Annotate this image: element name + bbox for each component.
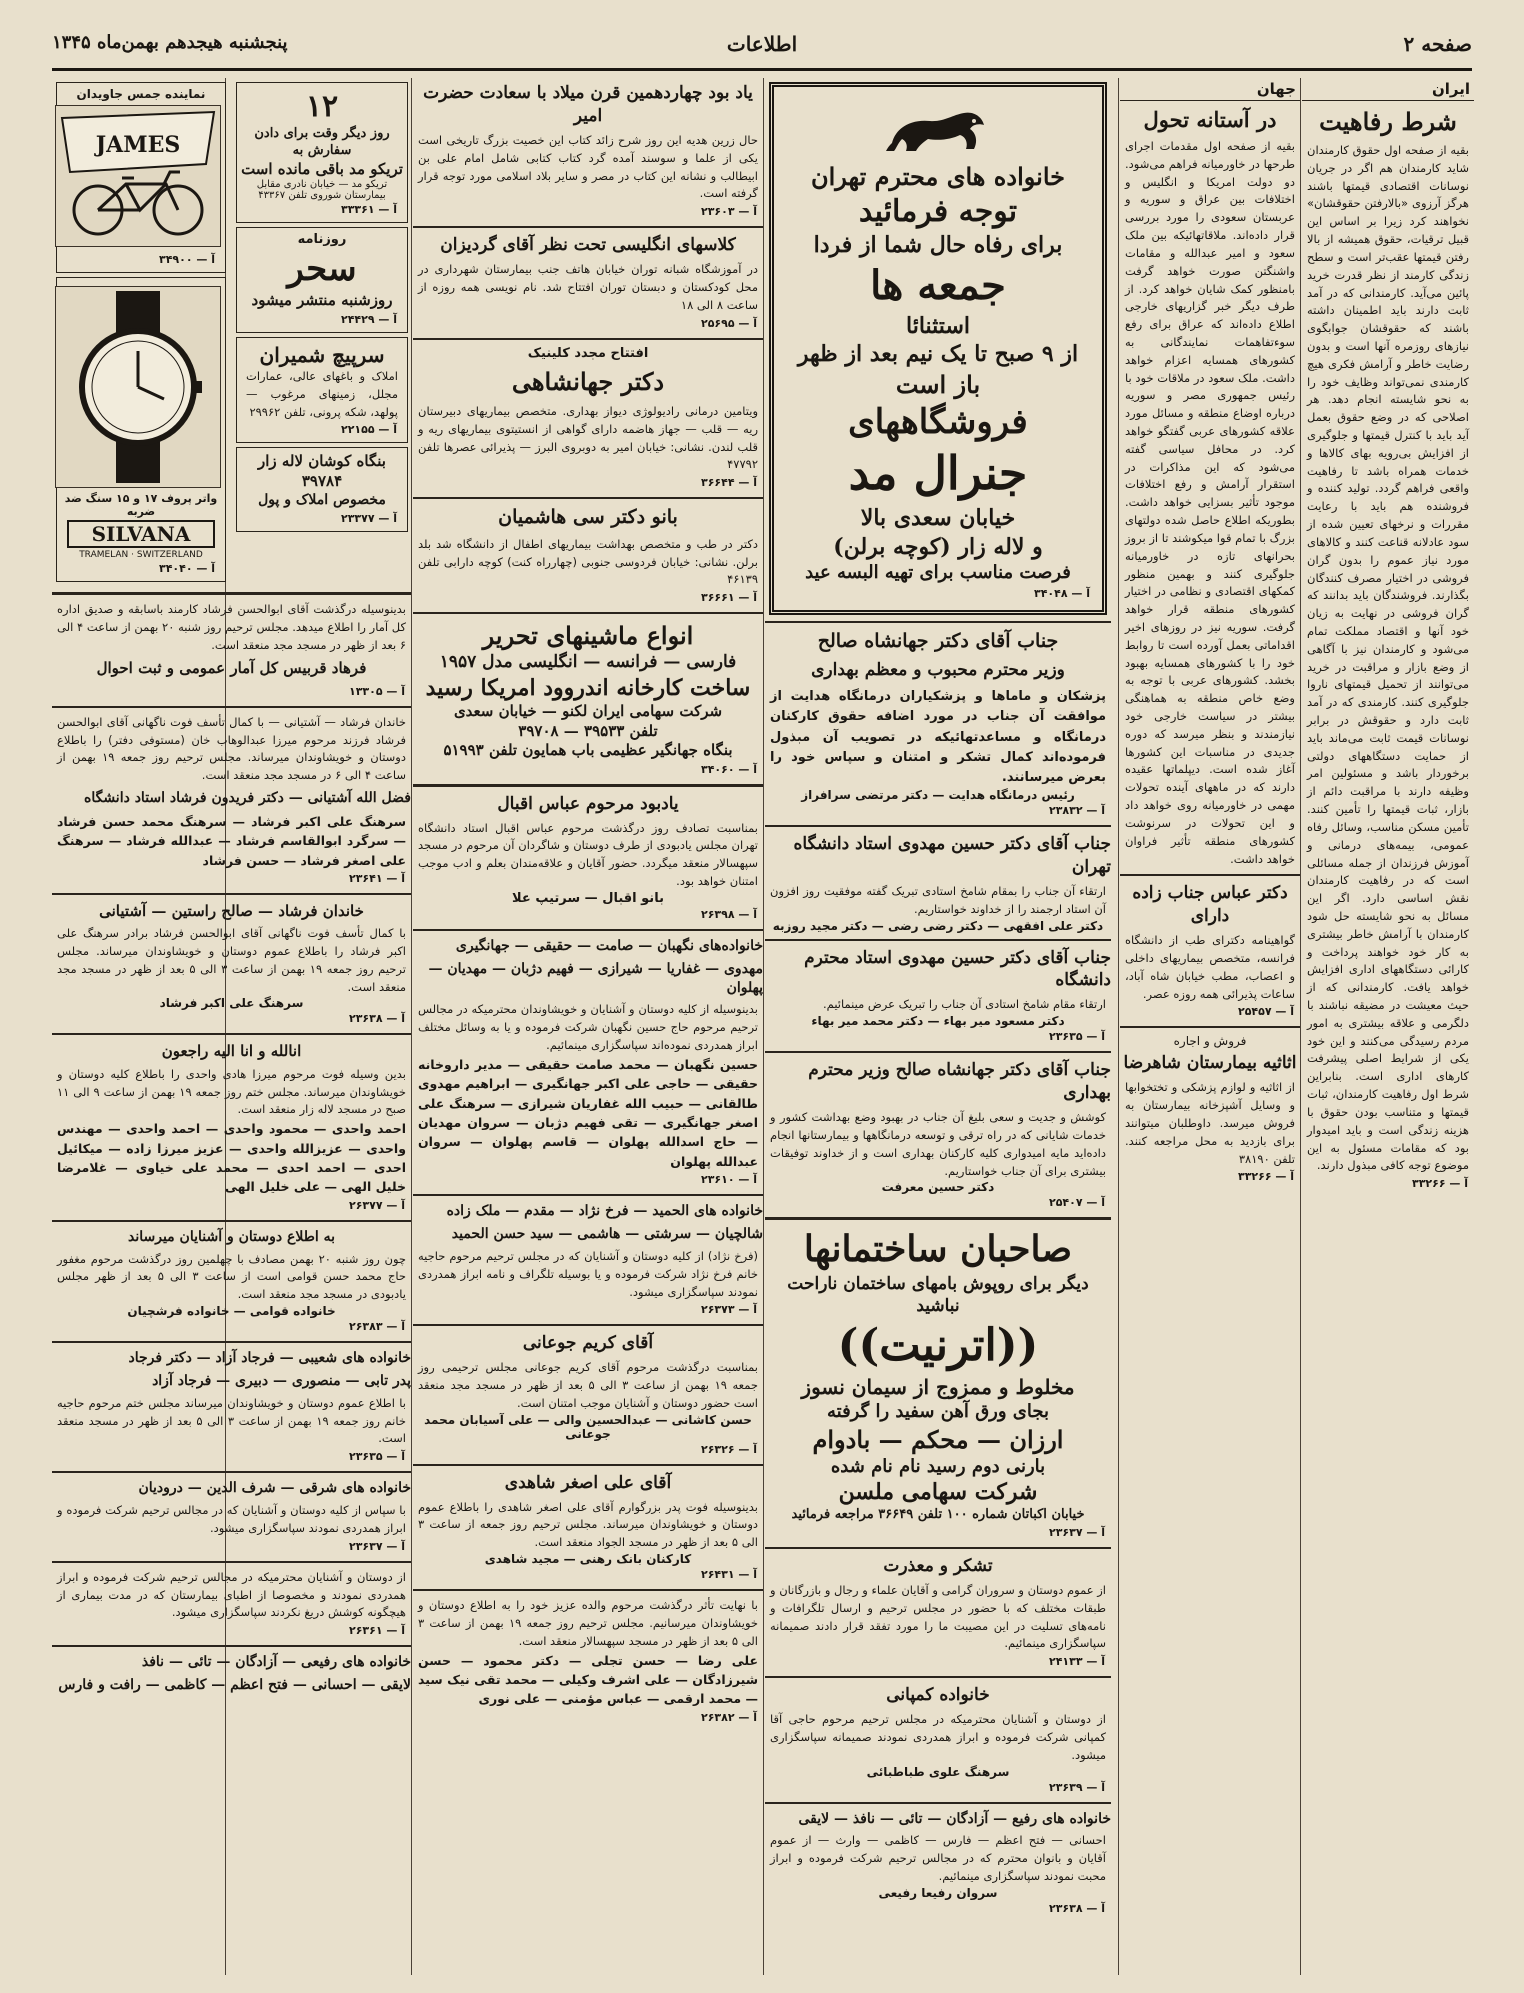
notice-names: حسین نگهبان — محمد صامت حقیقی — مدیر داروخانه حقیقی — حاجی علی اکبر جهانگیری — ابراهیم مهدوی طالقانی — حبیب الله غفاریان شیرازی — سرهنگ علی اصغر جهانگیری — تقی فهیم دژبان — سروان مهدیان — حاج اسدالله پهلوان — قاسم پهلوان — سروان عبدالله پهلوان bbox=[418, 1056, 758, 1169]
family-notice bbox=[52, 1653, 411, 1695]
ad-ref: آ — ۲۳۳۷۷ bbox=[340, 511, 397, 525]
box-line: از ۹ صبح تا یک نیم بعد از ظهر bbox=[797, 341, 1079, 368]
box-line: باز است bbox=[895, 369, 981, 399]
ad-line: بنگاه جهانگیر عظیمی باب همایون تلفن ۵۱۹۹۳ bbox=[443, 741, 733, 760]
family-notice bbox=[52, 1569, 411, 1639]
doctor-ad bbox=[413, 505, 763, 606]
ad-ref: آ — ۲۳۸۳۲ bbox=[1048, 804, 1105, 817]
lion-emblem-icon bbox=[878, 99, 998, 157]
notice-subtitle: پدر تابی — منصوری — دبیری — فرجاد آزاد bbox=[152, 1372, 411, 1389]
section-label: جهان bbox=[1120, 78, 1300, 101]
notice-body: چون روز شنبه ۲۰ بهمن مصادف با چهلمین روز درگذشت مرحوم مغفور حاج محمد حسن قوامی است از ساعت ۳ الی ۵ بعد از ظهر مجلس یادبودی در مسجد مجد منعقد است. bbox=[57, 1251, 407, 1302]
notice-body: ارتقاء آن جناب را بمقام شامخ استادی تبریک گفته موفقیت روز افزون آن استاد ارجمند را از خداوند خواستاریم. bbox=[770, 883, 1106, 916]
ad-title: دکتر جهانشاهی bbox=[511, 366, 665, 396]
divider bbox=[765, 1547, 1111, 1549]
ad-ref: آ — ۱۳۳۰۵ bbox=[348, 684, 405, 698]
memorial-notice bbox=[413, 793, 763, 923]
ad-title: بانو دکتر سی هاشمیان bbox=[498, 506, 678, 529]
ad-ref: آ — ۲۳۶۳۷ bbox=[1048, 1525, 1105, 1539]
notice-body: (فرخ نژاد) از کلیه دوستان و آشنایان که در مجلس ترحیم مرحوم حاجیه خانم فرخ نژاد شرکت فرموده و یا بوسیله تلگراف و نامه ابراز همدردی نمودند سپاسگزاری میشود. bbox=[418, 1248, 758, 1299]
sahar-newspaper-ad bbox=[236, 227, 408, 333]
section-label: ایران bbox=[1302, 78, 1474, 101]
notice-title: خانواده های شعیبی — فرجاد آزاد — دکتر فرجاد bbox=[128, 1349, 411, 1366]
divider bbox=[413, 1194, 763, 1196]
ad-ref: آ — ۲۳۶۳۹ bbox=[1048, 1780, 1105, 1794]
notice-signature: سرهنگ علی اکبر فرشاد bbox=[159, 996, 304, 1011]
notice-title: اثاثیه بیمارستان شاهرضا bbox=[1123, 1053, 1297, 1074]
typewriter-ad bbox=[413, 620, 763, 777]
notice-body: گواهینامه دکترای طب از دانشگاه فرانسه، متخصص بیماریهای داخلی و اعصاب، مطب خیابان شاه آباد، ساعات پذیرائی همه روزه عصر. bbox=[1125, 933, 1295, 1001]
notice-signature: سرهنگ علوی طباطبائی bbox=[866, 1764, 1010, 1779]
ad-number: ۱۲ bbox=[305, 89, 339, 124]
obituary-notice bbox=[52, 901, 411, 1028]
divider bbox=[413, 1589, 763, 1591]
ad-line: بارنی دوم رسید نام نام شده bbox=[830, 1456, 1046, 1478]
notice-subtitle: مهدوی — غفاریا — شیرازی — فهیم دژبان — مهدیان — پهلوان bbox=[428, 960, 763, 996]
column-center bbox=[765, 78, 1111, 1975]
ad-ref: آ — ۲۳۶۳۸ bbox=[1048, 1901, 1105, 1915]
obituary-notice bbox=[413, 1332, 763, 1457]
divider bbox=[765, 1217, 1111, 1220]
ad-ref: آ — ۲۳۶۳۷ bbox=[348, 1539, 405, 1553]
divider bbox=[413, 784, 763, 787]
divider bbox=[52, 1561, 411, 1563]
minister-notice bbox=[765, 1059, 1111, 1211]
notice-kicker: فروش و اجاره bbox=[1173, 1034, 1247, 1049]
notice-signature: رئیس درمانگاه هدایت — دکتر مرتضی سرافراز bbox=[801, 788, 1075, 802]
column-iran bbox=[1302, 78, 1474, 1975]
column-rule bbox=[1118, 78, 1119, 1975]
notice-subtitle: شالچیان — سرشتی — هاشمی — سید حسن الحمید bbox=[451, 1226, 763, 1243]
ads-subcolumn-right bbox=[233, 78, 411, 586]
obituary-notice bbox=[52, 1041, 411, 1213]
box-line: برای رفاه حال شما از فردا bbox=[813, 232, 1063, 259]
ad-ref: آ — ۳۴۰۴۰ bbox=[158, 562, 215, 575]
ad-ref: آ — ۲۳۶۴۱ bbox=[348, 871, 405, 885]
family-notice bbox=[765, 1810, 1111, 1917]
ad-line: تریکو مد باقی مانده است bbox=[241, 159, 403, 178]
notice-body: بدین وسیله فوت مرحوم میرزا هادی واحدی را باطلاع کلیه دوستان و خویشاوندان میرساند. مجلس ختم روز جمعه ۱۹ بهمن از ساعت ۹ الی ۱۱ صبح در مسجد لاله زار منعقد است. bbox=[57, 1066, 406, 1117]
family-notice bbox=[52, 1349, 411, 1465]
ad-ref: آ — ۳۴۹۰۰ bbox=[158, 253, 215, 266]
wristwatch-illustration-icon bbox=[55, 286, 221, 488]
divider bbox=[413, 1324, 763, 1326]
ad-ref: آ — ۲۶۳۹۸ bbox=[700, 907, 757, 921]
english-class-ad bbox=[413, 234, 763, 331]
column-left bbox=[52, 78, 411, 1975]
headline: در آستانه تحول bbox=[1143, 107, 1277, 132]
box-line: جمعه ها bbox=[870, 261, 1006, 309]
ad-line: دیگر برای روپوش بامهای ساختمان ناراحت نباشید bbox=[787, 1274, 1089, 1317]
notice-title: به اطلاع دوستان و آشنایان میرساند bbox=[127, 1228, 335, 1245]
ad-ref: آ — ۲۳۶۰۳ bbox=[700, 205, 757, 219]
shemiran-estate-ad bbox=[236, 337, 408, 443]
ad-title: بنگاه کوشان لاله زار ۳۹۷۸۴ bbox=[258, 452, 386, 490]
ad-ref: آ — ۲۶۳۷۳ bbox=[700, 1303, 757, 1317]
silvana-brand: SILVANA bbox=[67, 520, 215, 548]
notice-title: جناب آقای دکتر حسین مهدوی استاد دانشگاه تهران bbox=[793, 834, 1111, 877]
notice-body: با نهایت تأثر درگذشت مرحوم والده عزیز خود را به اطلاع دوستان و خویشاوندان میرسانیم. مجلس ترحیم روز جمعه ۱۹ بهمن از ساعت ۳ الی ۵ بعد از ظهر در مسجد سپهسالار منعقد است. bbox=[418, 1598, 758, 1648]
ad-ref: آ — ۲۶۳۲۶ bbox=[700, 1442, 757, 1456]
ad-ref: آ — ۲۵۶۹۵ bbox=[700, 316, 757, 330]
notice-body: با سپاس از کلیه دوستان و آشنایان که در مجالس ترحیم شرکت فرموده و ابراز همدردی نمودند سپاسگزاری میشود. bbox=[57, 1503, 406, 1535]
box-line: توجه فرمائید bbox=[858, 194, 1018, 230]
divider bbox=[1120, 874, 1300, 876]
family-notice bbox=[52, 1479, 411, 1555]
notice-title: دکتر عباس جناب زاده دارای bbox=[1132, 883, 1288, 927]
ad-kicker: افتتاح مجدد کلینیک bbox=[527, 345, 649, 361]
notice-signature: دکتر حسین معرفت bbox=[881, 1180, 995, 1195]
ad-line: شرکت سهامی ایران لکنو — خیابان سعدی bbox=[453, 702, 723, 721]
ad-body: در آموزشگاه شبانه توران خیابان هاتف جنب بیمارستان شهرداری در محل کودکستان و دبستان توران افتتاح شد. نام نویسی همه روزه از ساعت ۸ الی ۱۸ bbox=[418, 262, 758, 312]
ad-ref: آ — ۲۶۳۸۲ bbox=[700, 1710, 757, 1724]
notice-body: از عموم دوستان و سروران گرامی و آقایان علماء و رجال و بازرگانان و طبقات مختلف که با حضور در مجلس ترحیم و ارسال تلگرافات و نامه‌های تسلیت در این مصیبت ما را مورد تفقد قرار دادند صمیمانه سپاسگزاری مینمائیم. bbox=[770, 1582, 1106, 1651]
notice-title: تشکر و معذرت bbox=[883, 1555, 993, 1576]
ad-kicker: روزنامه bbox=[297, 232, 347, 248]
paper-name: اطلاعات bbox=[726, 32, 798, 56]
congrats-notice bbox=[765, 947, 1111, 1046]
ad-ref: آ — ۳۳۲۶۶ bbox=[1237, 1170, 1294, 1184]
notice-title: خانواده های رفیع — آزادگان — تائی — نافذ — لایقی bbox=[798, 1810, 1111, 1827]
ad-line: ساخت کارخانه اندروود امریکا رسید bbox=[425, 674, 751, 701]
notice-title: خانواده های شرقی — شرف الدین — درودیان bbox=[138, 1480, 411, 1497]
ad-line: بجای ورق آهن سفید را گرفته bbox=[826, 1401, 1050, 1423]
ad-line: مخصوص املاک و پول bbox=[258, 492, 386, 509]
notice-signature: حسن کاشانی — عبدالحسین والی — علی آسیابان محمد جوعانی bbox=[424, 1412, 752, 1441]
article-body: بقیه از صفحه اول حقوق کارمندان شاید کارمندان هم اگر در جریان نوسانات اقتصادی قیمتها باشند هرگز آرزوی «بالارفتن حقوقشان» نخواهند کرد زیرا بر اساس این قبیل ترقیات، حقوق همیشه از بالا رفتن قیمتها عقب‌تر است و سطح زندگی کارمند از نظر قدرت خرید پائین می‌آید. کارمندانی که در آمد ثابت دارند باید اطمینان داشته باشند که حقوقشان جوابگوی نیازهای روزمره آنها است و بدون رضایت خاطر و آرامش فکری هیچ کارمندی نمی‌تواند وظایف خود را به نحو شایسته انجام دهد. هر اصلاحی که در وضع حقوق بعمل آید باید با کنترل قیمتها و جلوگیری از افزایش بی‌رویه بهای کالاها و خدمات همراه باشد تا رفاهیت واقعی فراهم گردد. تولید کننده و فروشنده هم باید با رعایت مقررات و نرخهای تعیین شده از سود عادلانه قناعت کنند و کالاهای مورد نیاز عموم را بدون گران فروشی در اختیار مصرف کنندگان بگذارند. فروشندگان باید بدانند که گران فروشی در نهایت به زیان خود آنها و اقتصاد مملکت تمام می‌شود و کارمندان نیز با آگاهی از وضع بازار و مراقبت در خرید می‌توانند از تحمیل قیمتهای ناروا جلوگیری کنند. کارمندی که در آمد ثابت دارد و حقوقش در برابر نوسانات قیمت ثابت می‌ماند باید از حمایت دستگاههای دولتی برخوردار باشد و مسئولین امر وظیفه دارند با مراقبت دائم از بازار، ثبات قیمتها را تأمین کنند. تأمین مسکن مناسب، وسائل رفاه عمومی، بیمه‌های درمانی و آموزش فرزندان از جمله مسائلی است که در رفاهیت کارمندان نقش اساسی دارد. اگر این مسائل به نحو شایسته حل شود کارمندان با آرامش خاطر بیشتری به کار خود خواهند پرداخت و کارائی دستگاههای اداری افزایش خواهد یافت. کارمندانی که از حیث معیشت در مضیقه نباشند با دلگرمی و علاقه بیشتری به امور مردم رسیدگی می‌کنند و این خود یکی از شرایط اصلی پیشرفت کارهای اداری است. بنابراین شرط اول رفاهیت کارمندان، ثبات قیمتها و متناسب بودن حقوق با هزینه زندگی است و باید امیدوار بود که مقامات مسئول به این موضوع توجه کافی مبذول دارند. bbox=[1307, 143, 1469, 1173]
article-body: بقیه از صفحه اول مقدمات اجرای طرحها در خاورمیانه فراهم می‌شود. دو دولت امریکا و انگلیس و اختلافات بین عراق و سوریه و عربستان سعودی را مورد بررسی قرار داده‌اند. ملاقاتهائیکه بین ملک سعود و امیر عبدالله و مقامات واشنگتن صورت خواهد گرفت بامنظور کمک شایان خواهد کرد. از طرف دیگر خبر گزاریهای خارجی اطلاع داده‌اند که عراق برای رفع سوءتفاهمات نمایندگانی به کشورهای همسایه اعزام خواهد داشت. ملک سعود در ملاقات خود با رئیس جمهوری مصر و سوریه درباره اوضاع منطقه و مسائل مورد علاقه کشورهای عربی گفتگو خواهد کرد. در محافل سیاسی گفته می‌شود که این مذاکرات در استقرار آرامش و رفع اختلافات موجود تأثیر بسزایی خواهد داشت. بطوریکه اطلاع حاصل شده دولتهای بزرگ با تمام قوا میکوشند تا از بروز بحرانهای تازه در خاورمیانه جلوگیری کنند و بهمین منظور کمکهای اقتصادی و نظامی در اختیار کشورهای منطقه قرار خواهد گرفت. سوریه نیز در روزهای اخیر اقداماتی بعمل آورده است تا روابط خود را با کشورهای همسایه بهبود بخشد. کشورهای عربی با توجه به وضع خاص منطقه به هماهنگی بیشتر در سیاست خارجی خود نیازمندند و بنظر میرسد که دوره جدیدی در مناسبات این کشورها آغاز شده است. دیپلماتها عقیده دارند که در ماههای آینده تحولات مهمی در خاورمیانه روی خواهد داد و این تحولات در سرنوشت کشورهای منطقه تأثیر فراوان خواهد داشت. bbox=[1125, 139, 1295, 866]
notice-body: ارتقاء مقام شامخ استادی آن جناب را تبریک عرض مینمائیم. bbox=[823, 997, 1106, 1012]
divider bbox=[765, 1051, 1111, 1053]
notice-subtitle: لایقی — احسانی — فتح اعظم — کاظمی — رافت و فارس bbox=[58, 1677, 411, 1694]
divider bbox=[765, 621, 1111, 623]
silvana-watch-ad bbox=[56, 277, 226, 582]
notice-body: کوشش و جدیت و سعی بلیغ آن جناب در بهبود وضع بهداشت کشور و خدمات شایانی که در راه ترقی و توسعه درمانگاهها و بیمارستانها انجام داده‌اید مایه امیدواری کلیه کارکنان بهداری است و از خداوند توفیقات بیشتری برای آن جناب خواستاریم. bbox=[770, 1110, 1106, 1178]
hospital-sale-notice bbox=[1120, 1034, 1300, 1185]
ad-body: دکتر در طب و متخصص بهداشت بیماریهای اطفال از دانشگاه شد بلد برلن. نشانی: خیابان فردوسی جنوبی (چهارراه کنت) کوچه دارابی تلفن ۴۶۱۳۹ bbox=[418, 536, 758, 587]
notice-body: پزشکان و ماماها و پزشکیاران درمانگاه هدایت از موافقت آن جناب در مورد اضافه حقوق کارکنان درمانگاه و مساعدتهائیکه در تصویب آن مبذول فرموده‌اند کمال تشکر و امتنان و سپاس خود را بعرض میرسانند. bbox=[770, 689, 1106, 785]
page-number: صفحه ۲ bbox=[1403, 32, 1472, 56]
ad-line: تریکو مد — خیابان نادری مقابل بیمارستان شوروی تلفن ۴۳۳۶۷ bbox=[256, 179, 388, 202]
obituary-notice bbox=[413, 1597, 763, 1726]
notice-signature: دکتر علی افقهی — دکتر رضی رضی — دکتر مجید روزبه bbox=[772, 918, 1104, 933]
box-line: و لاله زار (کوچه برلن) bbox=[833, 533, 1043, 560]
family-notice bbox=[765, 1684, 1111, 1795]
family-notice bbox=[413, 1202, 763, 1318]
notice-subtitle: وزیر محترم محبوب و معظم بهداری bbox=[811, 660, 1065, 681]
memorial-book-ad bbox=[413, 82, 763, 220]
notice-signature: فضل الله آشتیانی — دکتر فریدون فرشاد استاد دانشگاه bbox=[83, 789, 411, 806]
ad-ref: آ — ۳۶۶۶۱ bbox=[700, 591, 757, 605]
divider bbox=[52, 893, 411, 895]
headline: شرط رفاهیت bbox=[1319, 107, 1457, 136]
ad-ref: آ — ۳۴۰۶۰ bbox=[700, 762, 757, 776]
notice-names: علی رضا — حسن تجلی — دکتر محمود — حسن شیرزادگان — علی اشرف وکیلی — محمد تقی نیک سید — محمد ارقمی — عباس مؤمنی — علی نوری bbox=[418, 1652, 758, 1707]
ad-ref: آ — ۲۲۱۵۵ bbox=[340, 423, 397, 437]
ad-body: املاک و باغهای عالی، عمارات مجلل، زمینهای مرغوب — پولهد، شکه پرونی، تلفن ۲۹۹۶۲ bbox=[246, 368, 398, 419]
memorial-notice bbox=[52, 1228, 411, 1335]
ad-ref: آ — ۲۵۴۰۷ bbox=[1048, 1196, 1105, 1210]
obituary-notice bbox=[413, 1472, 763, 1583]
kooshan-agency-ad bbox=[236, 447, 408, 531]
divider bbox=[413, 338, 763, 340]
notice-signature: خانواده قوامی — خانواده فرشچیان bbox=[127, 1303, 336, 1318]
divider bbox=[413, 929, 763, 931]
notice-title: خانواده کمپانی bbox=[886, 1685, 990, 1706]
ad-ref: آ — ۲۴۴۲۹ bbox=[340, 312, 397, 326]
james-bicycle-ad bbox=[56, 82, 226, 273]
ad-ref: آ — ۲۴۱۳۳ bbox=[1048, 1655, 1105, 1669]
notice-body: بدینوسیله از کلیه دوستان و آشنایان و خویشاوندان محترمیکه در مجالس ترحیم مرحوم حاج حسین نگهبان شرکت فرموده و یا به وسائل مختلف ابراز همدردی نموده‌اند سپاسگزاری مینمائیم. bbox=[418, 1002, 758, 1053]
general-mode-ad bbox=[769, 82, 1107, 615]
notice-body: بدینوسیله درگذشت آقای ابوالحسن فرشاد کارمند باسابقه و صدیق اداره کل آمار را اطلاع میدهد. مجلس ترحیم روز شنبه ۲۰ بهمن از ساعت ۴ الی ۶ بعد از ظهر در مسجد مجد منعقد است. bbox=[57, 602, 406, 652]
ad-title: سحر bbox=[287, 249, 357, 290]
divider bbox=[52, 592, 411, 595]
notice-body: خاندان فرشاد — آشتیانی — با کمال تأسف فوت ناگهانی آقای ابوالحسن فرشاد فرزند مرحوم میرزا عبدالوهاب خان (مستوفی دفتر) را باطلاع دوستان و خویشاوندان میرساند. مجلس ترحیم روز جمعه ۱۹ بهمن از ساعت ۴ الی ۶ در مسجد مجد منعقد است. bbox=[57, 714, 406, 783]
ad-line: ارزان — محکم — بادوام bbox=[812, 1424, 1064, 1454]
ad-caption: واتر پروف ۱۷ و ۱۵ سنگ ضد ضربه bbox=[64, 492, 218, 518]
ad-line: تلفن ۳۹۵۳۳ — ۳۹۷۰۸ bbox=[518, 721, 658, 740]
notice-title: آقای علی اصغر شاهدی bbox=[504, 1472, 672, 1493]
notice-title: یادبود مرحوم عباس اقبال bbox=[497, 793, 679, 814]
divider bbox=[1120, 1026, 1300, 1028]
divider bbox=[52, 1220, 411, 1222]
divider bbox=[765, 1676, 1111, 1678]
notice-body: از دوستان و آشنایان محترمیکه در مجلس ترحیم مرحوم حاجی آقا کمپانی شرکت فرموده و ابراز همدردی نمودند صمیمانه سپاسگزاری میشود. bbox=[770, 1712, 1106, 1762]
clinic-ad bbox=[413, 346, 763, 492]
notice-signature: فرهاد قربیس کل آمار عمومی و ثبت احوال bbox=[96, 659, 367, 678]
divider bbox=[413, 612, 763, 614]
notice-body: احسانی — فتح اعظم — فارس — کاظمی — وارث — از عموم آقایان و بانوان محترم که در مجالس ترحیم شرکت فرموده و ابراز محبت نمودند سپاسگزاری مینمائیم. bbox=[770, 1833, 1106, 1884]
notice-names: احمد واحدی — محمود واحدی — احمد واحدی — مهندس واحدی — عزیزالله واحدی — عزیز میرزا زاده — میکائیل احدی — احمد احدی — محمد علی خیاوی — غلامرضا خلیل الهی — علی خلیل الهی bbox=[57, 1121, 406, 1195]
ad-title: یاد بود چهاردهمین قرن میلاد با سعادت حضرت امیر bbox=[423, 83, 753, 126]
ad-ref: آ — ۳۳۳۶۱ bbox=[340, 203, 397, 217]
ad-title: انواع ماشینهای تحریر bbox=[482, 621, 694, 651]
notice-body: از اثاثیه و لوازم پزشکی و تختخوابها و وسایل آشپزخانه بیمارستان به فروش میرسد. داوطلبان میتوانند برای بازدید به محل مراجعه کنند. تلفن ۳۸۱۹۰ bbox=[1125, 1080, 1295, 1166]
notice-body: از دوستان و آشنایان محترمیکه در مجالس ترحیم شرکت فرموده و ابراز همدردی نمودند و مخصوصا از اطبای بیمارستان که در مدت بیماری از هیچگونه کوشش دریغ نکردند سپاسگزاری میشود. bbox=[57, 1569, 406, 1620]
ad-line: شرکت سهامی ملسن bbox=[838, 1479, 1038, 1506]
eternit-ad bbox=[765, 1226, 1111, 1541]
notice-body: بدینوسیله فوت پدر بزرگوارم آقای علی اصغر شاهدی را باطلاع عموم دوستان و خویشاوندان میرساند. مجلس ترحیم روز جمعه از ساعت ۳ الی ۵ بعد از ظهر در مسجد الجواد منعقد است. bbox=[418, 1499, 758, 1550]
obituary-notice bbox=[52, 714, 411, 887]
notice-title: خانواده های رفیعی — آزادگان — تائی — نافذ bbox=[141, 1654, 411, 1671]
ad-line: مخلوط و ممزوج از سیمان نسوز bbox=[801, 1375, 1075, 1400]
james-brand: JAMES bbox=[95, 132, 181, 158]
congrats-notice bbox=[765, 833, 1111, 933]
notice-signature: دکتر مسعود میر بهاء — دکتر محمد میر بهاء bbox=[811, 1014, 1065, 1029]
notice-title: انالله و انا الیه راجعون bbox=[161, 1042, 302, 1061]
column-world bbox=[1120, 78, 1300, 1975]
divider bbox=[413, 497, 763, 499]
divider bbox=[413, 226, 763, 228]
ad-body: حال زرین هدیه این روز شرح زائد کتاب این خصیت بزرگ تاریخی است یکی از علما و سوسند آمده گرد کتاب کتابی شامل امام علی بن ابیطالب و نشانه این کتاب در مصر و سایر بلاد اسلامی مورد توجه قرار گرفته است. bbox=[418, 132, 758, 201]
ad-ref: آ — ۲۳۶۳۸ bbox=[348, 1012, 405, 1026]
notice-body: بمناسبت تصادف روز درگذشت مرحوم عباس اقبال استاد دانشگاه تهران مجلس یادبودی از طرف دوستان و شاگردان آن مرحوم در مسجد سپهسالار منعقد میگردد. حضور آقایان و علاقه‌مندان بعلم و ادب موجب امتنان خواهد بود. bbox=[418, 820, 758, 888]
divider bbox=[765, 1802, 1111, 1804]
divider bbox=[413, 1464, 763, 1466]
box-line: استثنائا bbox=[906, 312, 970, 339]
box-line: فرصت مناسب برای تهیه البسه عید bbox=[805, 562, 1071, 584]
box-line: جنرال مد bbox=[848, 446, 1028, 501]
divider bbox=[765, 939, 1111, 941]
ad-ref: آ — ۲۶۳۸۳ bbox=[348, 1319, 405, 1333]
ad-ref: آ — ۲۶۳۶۱ bbox=[348, 1624, 405, 1638]
box-line: فروشگاههای bbox=[848, 402, 1028, 443]
ads-row bbox=[52, 78, 411, 586]
divider bbox=[52, 1341, 411, 1343]
notice-signature: بانو اقبال — سرتیپ علا bbox=[512, 890, 664, 906]
notice-body: بمناسبت درگذشت مرحوم آقای کریم جوعانی مجلس ترحیمی روز جمعه ۱۹ بهمن از ساعت ۳ الی ۵ بعد از ظهر در مسجد مجد منعقد است حضور دوستان و آشنایان موجب امتنان است. bbox=[418, 1360, 758, 1410]
obituary-notice bbox=[52, 601, 411, 700]
ad-body: ویتامین درمانی رادیولوژی دیواز بهداری. متخصص بیماریهای دبیرستان ریه — قلب — جهاز هاضمه دارای گواهی از انستیتوی بیماریهای ریه و قلب لندن. نشانی: خیابان امیر به دوبروی البرز — پذیرائی عصرها تلفن ۴۷۷۹۲ bbox=[418, 403, 758, 472]
notice-title: خانواده‌های نگهبان — صامت — حقیقی — جهانگیری bbox=[455, 937, 763, 954]
ad-ref: آ — ۳۶۶۴۴ bbox=[700, 476, 757, 490]
box-line: خیابان سعدی بالا bbox=[860, 505, 1016, 532]
ad-ref: آ — ۲۳۶۳۵ bbox=[348, 1450, 405, 1464]
thanks-notice bbox=[765, 629, 1111, 819]
ad-title: صاحبان ساختمانها bbox=[803, 1228, 1073, 1271]
ad-address: خیابان اکباتان شماره ۱۰۰ تلفن ۳۶۶۴۹ مراجعه فرمائید bbox=[791, 1507, 1085, 1523]
ad-ref: آ — ۲۶۳۷۷ bbox=[348, 1198, 405, 1212]
ad-ref: آ — ۳۴۰۴۸ bbox=[1033, 586, 1090, 600]
divider bbox=[52, 1033, 411, 1035]
ad-ref: آ — ۲۳۶۳۵ bbox=[1048, 1030, 1105, 1044]
ad-brand: ((اترنیت)) bbox=[837, 1320, 1039, 1372]
ad-ref: آ — ۳۳۲۶۶ bbox=[1411, 1177, 1468, 1191]
divider bbox=[52, 706, 411, 708]
ad-ref: آ — ۲۶۴۳۱ bbox=[700, 1568, 757, 1582]
ad-line: روزشنبه منتشر میشود bbox=[251, 291, 393, 310]
issue-date: پنجشنبه هیجدهم بهمن‌ماه ۱۳۴۵ bbox=[52, 32, 288, 53]
ad-line: روز دیگر وقت برای دادن سفارش به bbox=[254, 126, 390, 158]
notice-title: خانواده های الحمید — فرخ نژاد — مقدم — ملک زاده bbox=[446, 1203, 763, 1220]
notice-title: آقای کریم جوعانی bbox=[522, 1333, 654, 1354]
notice-names: سرهنگ علی اکبر فرشاد — سرهنگ محمد حسن فرشاد — سرگرد ابوالقاسم فرشاد — عبدالله فرشاد — سرهنگ علی اصغر فرشاد — حسن فرشاد bbox=[57, 813, 406, 868]
doctor-notice bbox=[1120, 882, 1300, 1020]
ads-subcolumn-left bbox=[53, 78, 229, 586]
family-notice bbox=[413, 937, 763, 1188]
tricot-mode-ad bbox=[236, 82, 408, 223]
notice-title: جناب آقای دکتر حسین مهدوی استاد محترم دانشگاه bbox=[804, 947, 1111, 991]
ad-line: فارسی — فرانسه — انگلیسی مدل ۱۹۵۷ bbox=[439, 652, 737, 673]
apology-notice bbox=[765, 1555, 1111, 1670]
ad-caption: نماینده جمس جاویدان bbox=[76, 87, 206, 101]
ad-ref: آ — ۲۵۴۵۷ bbox=[1237, 1005, 1294, 1019]
ad-title: کلاسهای انگلیسی تحت نظر آقای گردیزان bbox=[440, 235, 736, 256]
divider bbox=[52, 1471, 411, 1473]
column-notices bbox=[413, 78, 763, 1975]
bicycle-illustration-icon bbox=[55, 105, 221, 247]
column-rule bbox=[1300, 78, 1301, 1975]
notice-title: جناب آقای دکتر جهانشاه صالح وزیر محترم بهداری bbox=[808, 1060, 1111, 1104]
column-rule bbox=[411, 78, 412, 1975]
notice-title: خاندان فرشاد — صالح راستین — آشتیانی bbox=[99, 901, 364, 920]
divider bbox=[52, 1645, 411, 1647]
notice-title: جناب آقای دکتر جهانشاه صالح bbox=[817, 629, 1059, 652]
notice-body: با اطلاع عموم دوستان و خویشاوندان میرساند مجلس ختم مرحوم حاجیه خانم روز جمعه ۱۹ بهمن از ساعت ۳ الی ۵ بعد از ظهر در مسجد منعقد است. bbox=[57, 1395, 406, 1446]
ad-ref: آ — ۲۳۶۱۰ bbox=[700, 1173, 757, 1187]
divider bbox=[765, 825, 1111, 827]
notice-signature: کارکنان بانک رهنی — مجید شاهدی bbox=[484, 1552, 692, 1567]
notice-signature: سروان رفیعا رفیعی bbox=[878, 1885, 998, 1900]
box-line: خانواده های محترم تهران bbox=[811, 162, 1065, 191]
masthead bbox=[52, 24, 1472, 71]
column-rule bbox=[763, 78, 764, 1975]
silvana-sub: TRAMELAN · SWITZERLAND bbox=[79, 550, 203, 560]
ad-title: سرپیچ شمیران bbox=[259, 342, 385, 367]
notice-body: با کمال تأسف فوت ناگهانی آقای ابوالحسن فرشاد برادر سرهنگ علی اکبر فرشاد را باطلاع عموم دوستان و خویشاوندان میرساند. مجلس ترحیم روز جمعه ۱۹ بهمن از ساعت ۳ الی ۵ بعد از ظهر در مسجد مجد منعقد است. bbox=[57, 926, 406, 994]
